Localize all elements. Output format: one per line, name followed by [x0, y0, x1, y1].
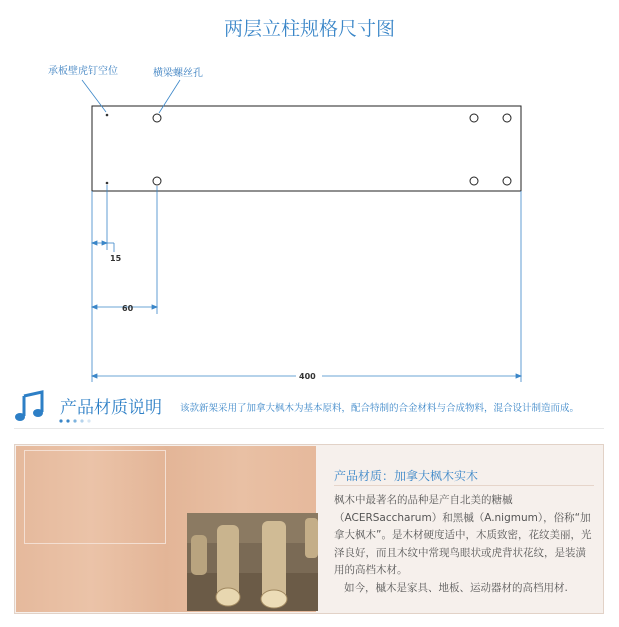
dim-label-60: 60 [122, 304, 134, 313]
material-paragraph: 如今，槭木是家具、地板、运动器材的高档用材. [344, 581, 568, 594]
page-title: 两层立柱规格尺寸图 [223, 18, 395, 40]
column-board [92, 106, 521, 191]
section-subtitle: 该款新架采用了加拿大枫木为基本原料，配合特制的合金材料与合成物料，混合设计制造而成。 [180, 403, 580, 414]
nail-hole [106, 182, 109, 185]
material-description [334, 492, 596, 597]
section-divider [14, 428, 604, 429]
dim-label-15: 15 [110, 254, 122, 263]
wood-inset-frame [24, 450, 166, 544]
decorative-dots [58, 418, 158, 424]
callout-beam-screw-hole: 横梁螺丝孔 [153, 68, 203, 79]
nail-hole [106, 114, 109, 117]
callout-nail-space: 承板壁虎钉空位 [48, 66, 118, 77]
dim-label-400: 400 [299, 372, 316, 381]
section-title: 产品材质说明 [60, 398, 162, 418]
material-heading: 产品材质：加拿大枫木实木 [334, 469, 479, 483]
heading-rule [334, 485, 594, 486]
maple-logs-photo [187, 513, 318, 611]
music-note-icon [12, 388, 48, 424]
material-paragraph: 枫木中最著名的品种是产自北美的糖槭（ACERSaccharum）和黑槭（A.nigmum），俗称“加拿大枫木”。是木材硬度适中，木质致密，花纹美丽，光泽良好，而且木纹中常现鸟眼状或虎背状花纹，是装潢用的高档木材。 [334, 494, 592, 576]
